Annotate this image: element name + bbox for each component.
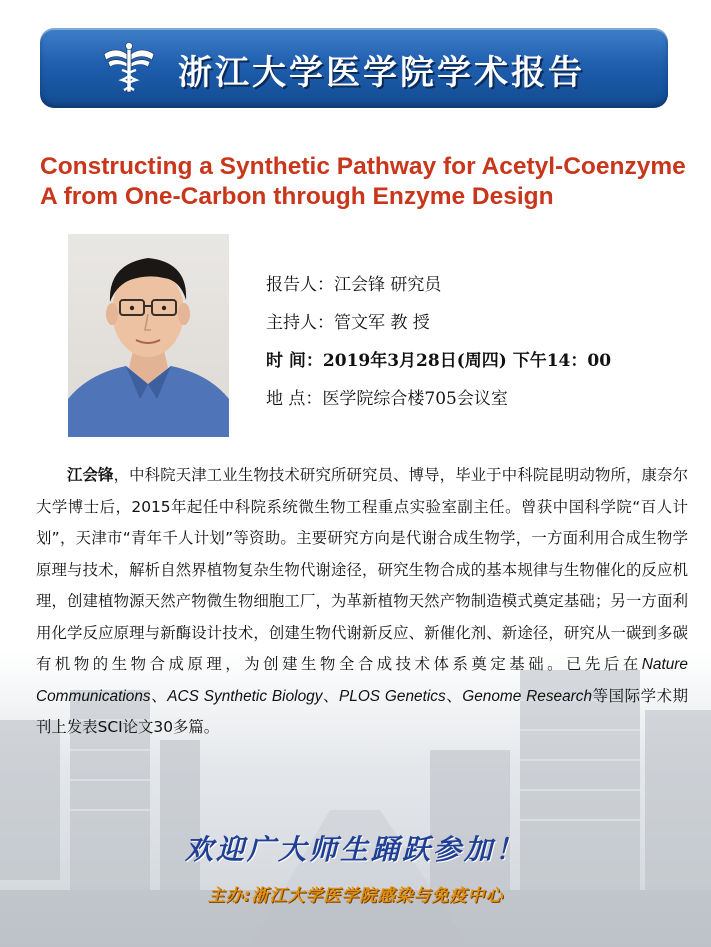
- host-line: 主持人：管文军 教 授: [266, 313, 430, 333]
- journal-plos-genetics: PLOS Genetics: [339, 687, 446, 705]
- header-banner: [40, 28, 668, 108]
- bio-name: 江会锋: [67, 466, 114, 484]
- speaker-bio: [36, 460, 688, 744]
- journal-separator: 、: [445, 686, 463, 705]
- bio-paragraph: [36, 460, 688, 744]
- banner-title: 浙江大学医学院学术报告: [178, 53, 585, 93]
- bio-text-1: ，中科院天津工业生物技术研究所研究员、博导，毕业于中科院昆明动物所，康奈尔大学博士后，2015年起任中科院系统微生物工程重点实验室副主任。曾获中国科学院“百人计划”，天津市“青年千人计划”等资助。主要研究方向是代谢合成生物学，一方面利用合成生物学原理与技术，解析自然界植物复杂生物代谢途径，研究生物合成的基本规律与生物催化的反应机理，创建植物源天然产物微生物细胞工厂，为革新植物天然产物制造模式奠定基础；另一方面利用化学反应原理与新酶设计技术，创建生物代谢新反应、新催化剂、新途径，研究从一碳到多碳有机物的生物合成原理，为创建生物全合成技术体系奠定基础。已先后在: [36, 466, 688, 673]
- time-line: 时 间：2019年3月28日(周四) 下午14：00: [266, 351, 612, 371]
- welcome-slogan: 欢迎广大师生踊跃参加！: [184, 833, 526, 866]
- bio-text-2: 等国际学术期刊上发表SCI论文30多篇。: [36, 686, 688, 736]
- speaker-portrait-illustration: [68, 234, 229, 437]
- journal-separator: 、: [322, 686, 339, 705]
- sponsor-line: 主办:浙江大学医学院感染与免疫中心: [207, 886, 504, 906]
- journal-acs-synthetic-biology: ACS Synthetic Biology: [167, 687, 323, 705]
- journal-genome-research: Genome Research: [462, 687, 593, 705]
- journal-separator: 、: [150, 686, 168, 705]
- caduceus-emblem-icon: [102, 40, 156, 96]
- talk-title: Constructing a Synthetic Pathway for Acetyl-Coenzyme A from One-Carbon through Enzyme Design: [40, 153, 686, 210]
- location-line: 地 点：医学院综合楼705会议室: [266, 389, 508, 409]
- speaker-line: 报告人：江会锋 研究员: [266, 275, 442, 295]
- journal-nature-communications: Nature Communications: [36, 656, 688, 705]
- speaker-photo: [68, 234, 229, 437]
- talk-info: [266, 272, 611, 424]
